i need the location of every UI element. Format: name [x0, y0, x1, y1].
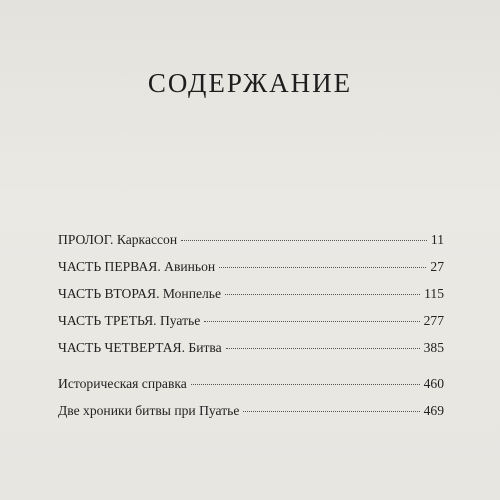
toc-entry-label: ЧАСТЬ ПЕРВАЯ. Авиньон: [58, 259, 216, 274]
dot-leader: [204, 321, 419, 322]
dot-leader: [219, 267, 426, 268]
toc-entry-page: 115: [424, 286, 444, 301]
toc-entry-label: Две хроники битвы при Пуатье: [58, 403, 240, 418]
toc-entry-page: 11: [430, 232, 444, 247]
toc-entry[interactable]: [58, 259, 444, 286]
toc-entry[interactable]: [58, 232, 444, 259]
dot-leader: [226, 348, 420, 349]
dot-leader: [225, 294, 420, 295]
toc-entry-page: 460: [423, 376, 444, 391]
toc-entry-label: ЧАСТЬ ВТОРАЯ. Монпелье: [58, 286, 222, 301]
toc-entry[interactable]: [58, 286, 444, 313]
toc-entry[interactable]: [58, 376, 444, 403]
toc-entry-label: Историческая справка: [58, 376, 187, 391]
toc-entry-label: ЧАСТЬ ЧЕТВЕРТАЯ. Битва: [58, 340, 222, 355]
section-gap: [58, 367, 444, 376]
dot-leader: [243, 411, 419, 412]
table-of-contents: [58, 232, 444, 430]
toc-entry-page: 277: [423, 313, 444, 328]
toc-entry[interactable]: [58, 403, 444, 430]
toc-entry-page: 469: [423, 403, 444, 418]
toc-entry-label: ЧАСТЬ ТРЕТЬЯ. Пуатье: [58, 313, 201, 328]
toc-entry[interactable]: [58, 340, 444, 367]
toc-entry[interactable]: [58, 313, 444, 340]
dot-leader: [191, 384, 420, 385]
page-title: СОДЕРЖАНИЕ: [147, 68, 353, 99]
toc-entry-page: 385: [423, 340, 444, 355]
toc-entry-page: 27: [430, 259, 444, 274]
dot-leader: [181, 240, 427, 241]
toc-entry-label: ПРОЛОГ. Каркассон: [58, 232, 178, 247]
